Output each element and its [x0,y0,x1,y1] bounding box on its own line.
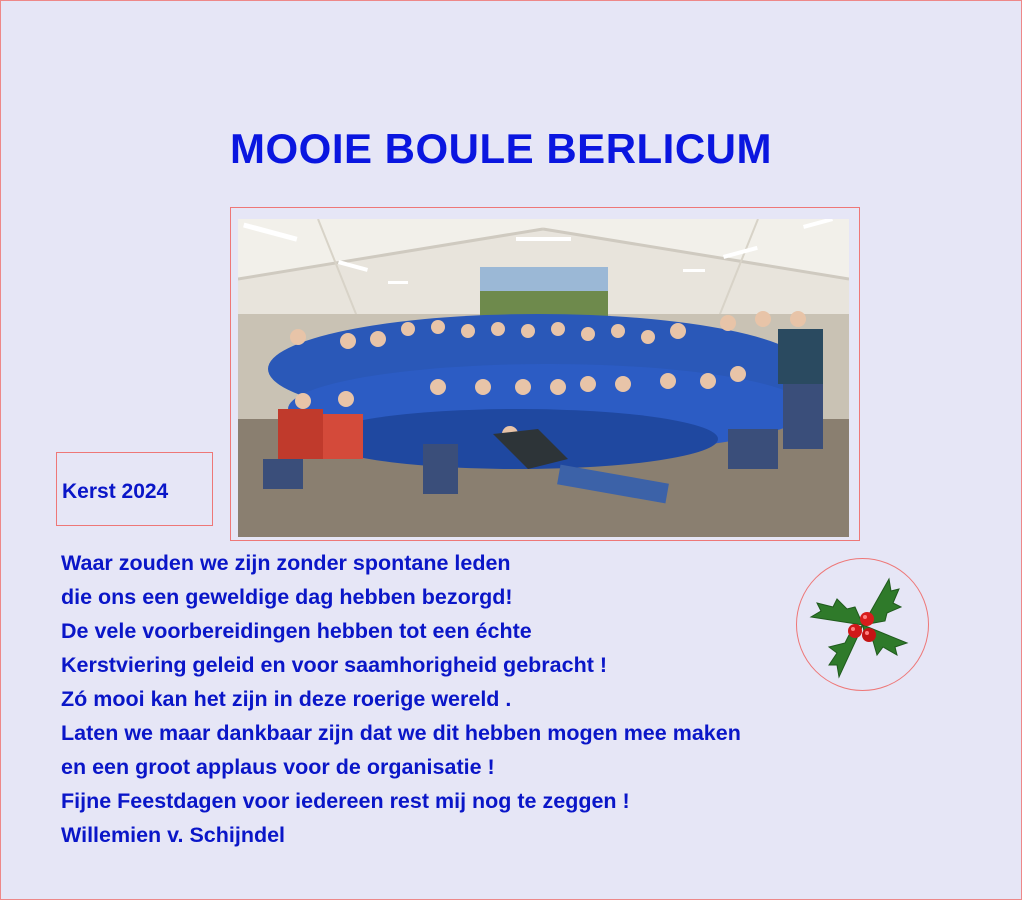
message-line: die ons een geweldige dag hebben bezorgd! [61,585,513,609]
message-line: Fijne Feestdagen voor iedereen rest mij nog te zeggen ! [61,789,630,813]
group-photo [238,219,849,537]
event-badge-label: Kerst 2024 [62,480,169,503]
message-text [61,546,741,852]
message-line: Waar zouden we zijn zonder spontane leden [61,551,511,575]
message-line: Zó mooi kan het zijn in deze roerige wereld . [61,687,512,711]
holly-icon [796,558,929,691]
message-line: en een groot applaus voor de organisatie ! [61,755,495,779]
message-line: Kerstviering geleid en voor saamhorigheid gebracht ! [61,653,607,677]
message-line: Laten we maar dankbaar zijn dat we dit hebben mogen mee maken [61,721,741,745]
message-line: De vele voorbereidingen hebben tot een échte [61,619,532,643]
event-badge [56,452,213,526]
page-title: MOOIE BOULE BERLICUM [230,125,772,172]
message-signature: Willemien v. Schijndel [61,823,286,847]
